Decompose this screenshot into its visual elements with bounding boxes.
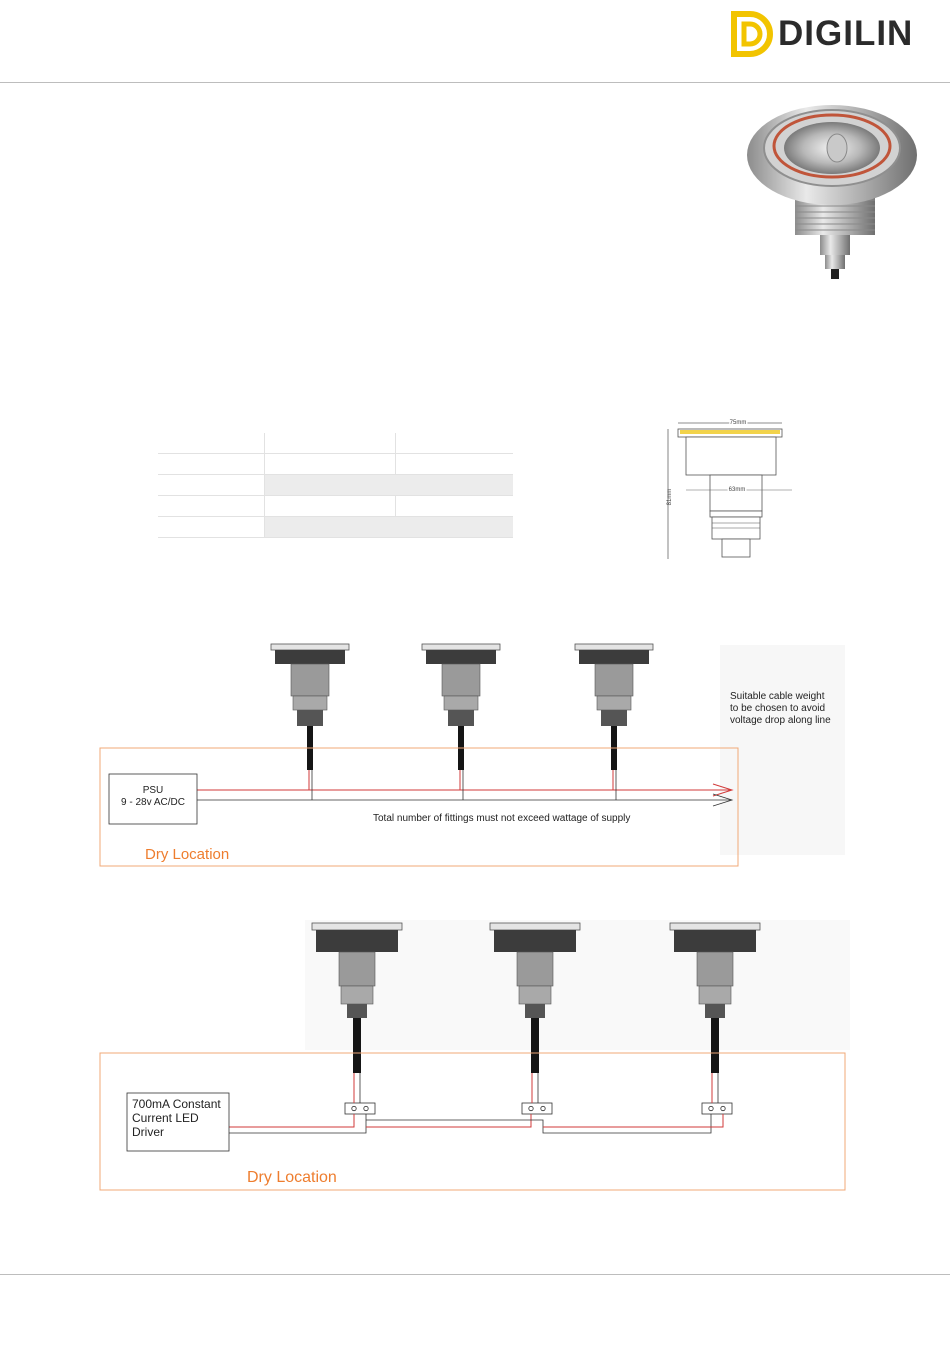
location-label: Dry Location <box>145 846 230 863</box>
driver-label-line3: Driver <box>132 1125 164 1139</box>
table-row <box>158 454 513 475</box>
location-label: Dry Location <box>247 1169 337 1186</box>
wiring-diagram-current <box>95 915 855 1195</box>
driver-label-line1: 700mA Constant <box>132 1097 221 1111</box>
table-row <box>158 517 513 538</box>
header-divider <box>0 82 950 83</box>
footer-divider <box>0 1274 950 1275</box>
table-row <box>158 475 513 496</box>
psu-voltage: 9 - 28v AC/DC <box>121 797 185 808</box>
wiring-diagram-voltage <box>95 640 855 875</box>
cable-note-line3: voltage drop along line <box>730 715 831 726</box>
dimension-body-width: 63mm <box>728 487 746 493</box>
table-row <box>158 433 513 454</box>
brand-name: DIGILIN <box>778 14 914 53</box>
psu-label: PSU <box>142 785 164 796</box>
connector-block <box>702 1103 732 1114</box>
dimension-height: 81mm <box>667 488 673 506</box>
connector-block <box>345 1103 375 1114</box>
brand-logo <box>730 10 940 58</box>
dimension-top-width: 75mm <box>729 420 747 426</box>
driver-label-line2: Current LED <box>132 1111 199 1125</box>
cable-note-line1: Suitable cable weight <box>730 691 825 702</box>
digilin-logo-icon <box>730 10 774 58</box>
table-row <box>158 496 513 517</box>
product-photo <box>745 100 920 280</box>
connector-block <box>522 1103 552 1114</box>
spec-table <box>158 433 513 538</box>
cable-note-line2: to be chosen to avoid <box>730 703 826 714</box>
fittings-note: Total number of fittings must not exceed wattage of supply <box>373 813 631 824</box>
dimension-drawing <box>660 415 800 565</box>
